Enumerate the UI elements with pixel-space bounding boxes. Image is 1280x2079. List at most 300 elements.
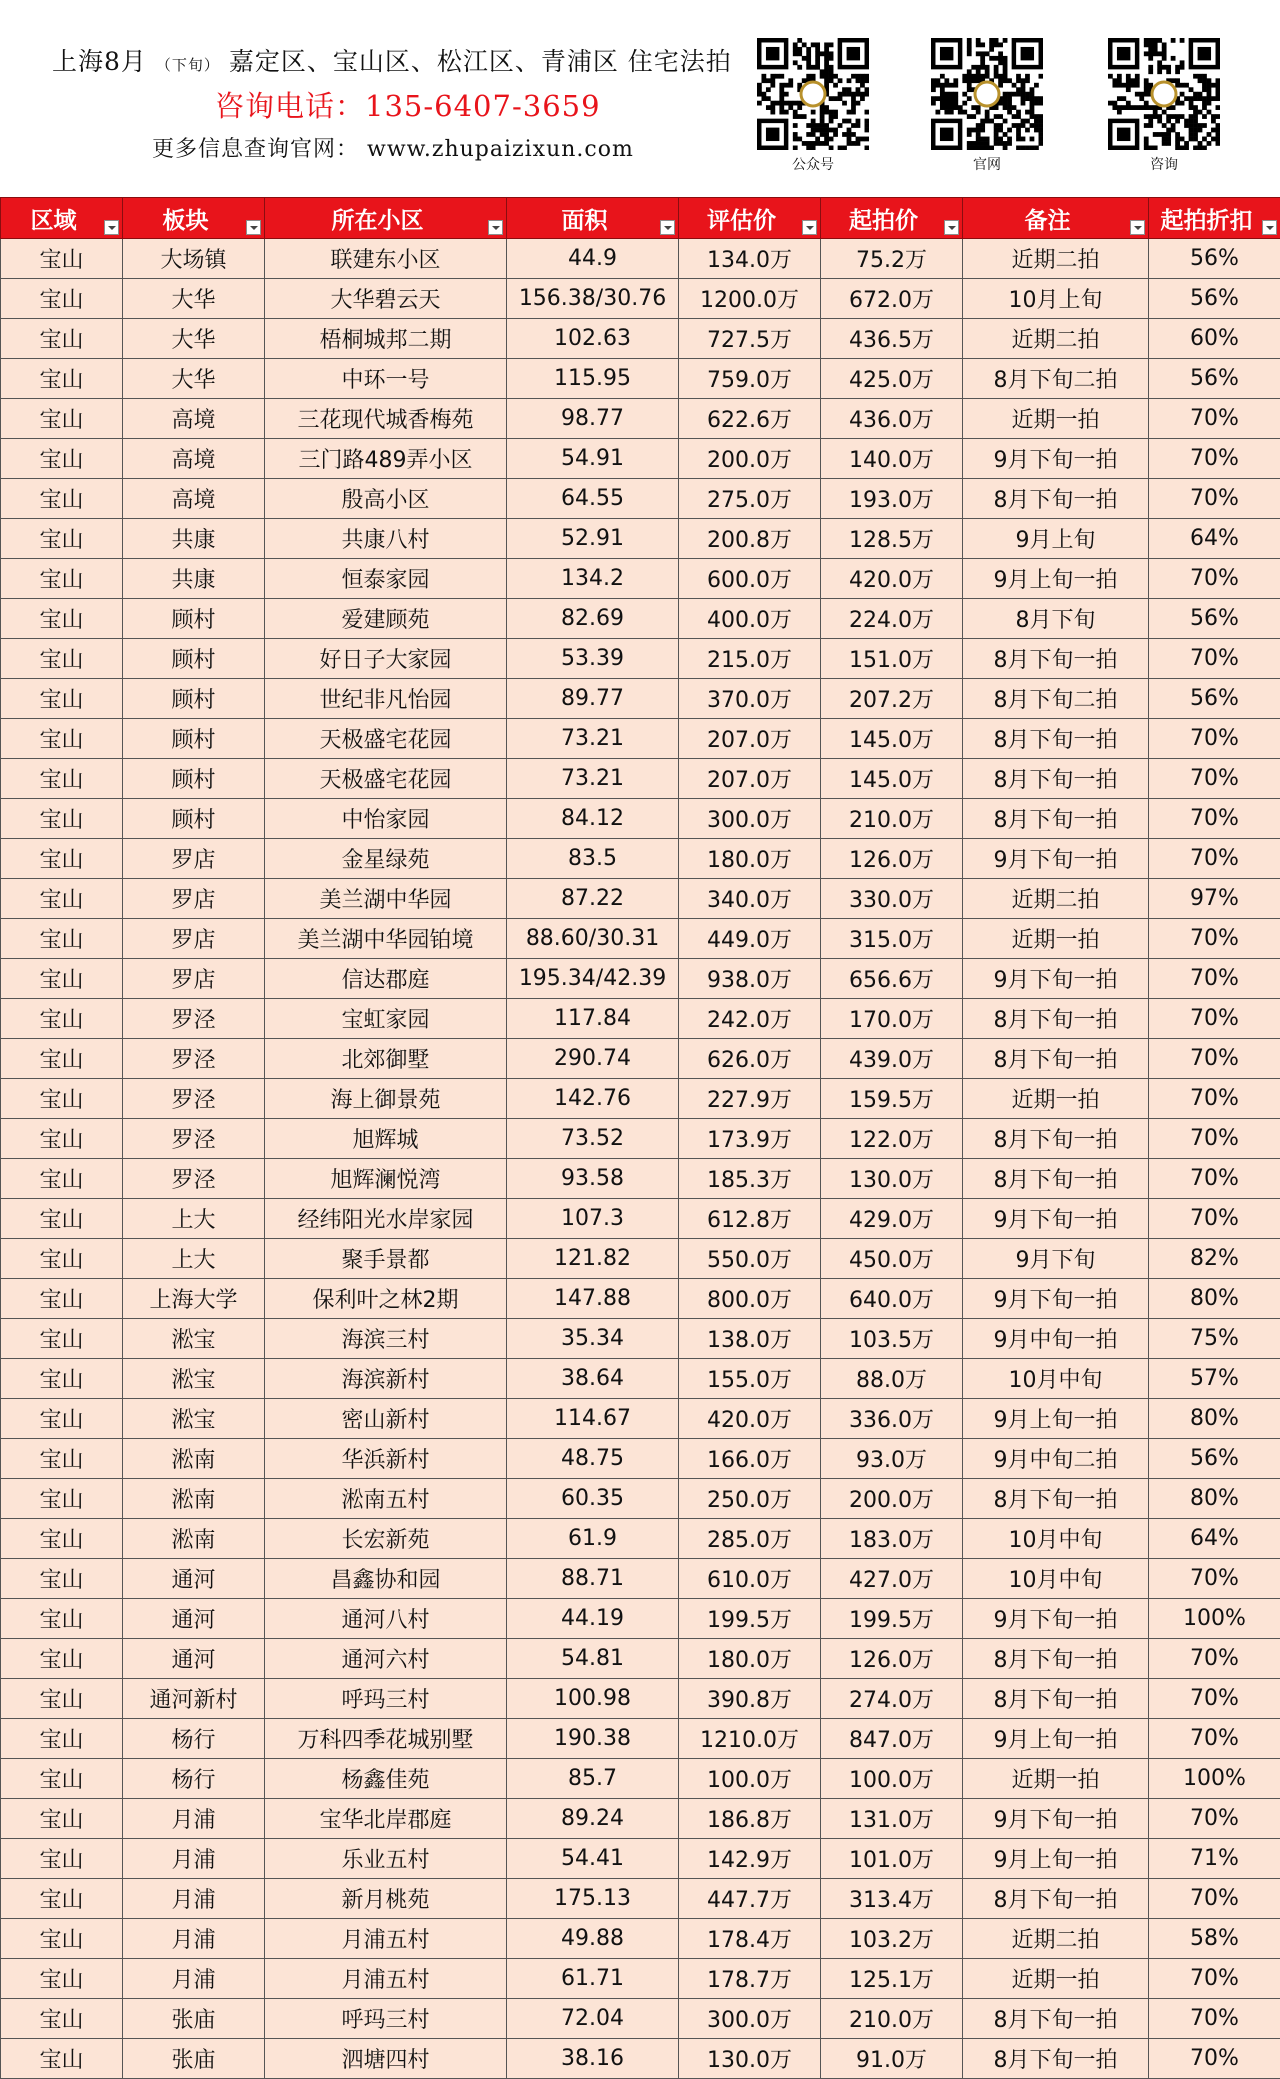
appraisal-cell: 610.0万 <box>679 1559 821 1599</box>
size-cell: 114.67 <box>507 1399 679 1439</box>
remark-cell: 近期二拍 <box>963 319 1149 359</box>
website-link[interactable]: 更多信息查询官网： www.zhupaizixun.com <box>152 132 634 163</box>
size-cell: 44.19 <box>507 1599 679 1639</box>
size-cell: 98.77 <box>507 399 679 439</box>
table-row[interactable] <box>1 599 1280 639</box>
size-cell: 290.74 <box>507 1039 679 1079</box>
area-cell: 月浦 <box>123 1879 265 1919</box>
start-price-cell: 330.0万 <box>821 879 963 919</box>
column-header-label: 起拍折扣 <box>1161 202 1269 235</box>
filter-dropdown-icon[interactable] <box>944 220 959 235</box>
district-cell: 宝山 <box>1 759 123 799</box>
start-price-cell: 207.2万 <box>821 679 963 719</box>
area-cell: 月浦 <box>123 1839 265 1879</box>
appraisal-cell: 215.0万 <box>679 639 821 679</box>
logo-icon <box>1152 82 1176 106</box>
filter-dropdown-icon[interactable] <box>246 220 261 235</box>
discount-cell: 64% <box>1149 1519 1280 1559</box>
area-cell: 大华 <box>123 359 265 399</box>
table-row[interactable] <box>1 919 1280 959</box>
district-cell: 宝山 <box>1 1319 123 1359</box>
community-cell: 乐业五村 <box>265 1839 507 1879</box>
district-cell: 宝山 <box>1 1639 123 1679</box>
district-cell: 宝山 <box>1 1359 123 1399</box>
table-row[interactable] <box>1 1399 1280 1439</box>
page-title <box>52 42 732 78</box>
discount-cell: 80% <box>1149 1279 1280 1319</box>
column-header <box>821 198 963 239</box>
start-price-cell: 193.0万 <box>821 479 963 519</box>
appraisal-cell: 242.0万 <box>679 999 821 1039</box>
discount-cell: 56% <box>1149 679 1280 719</box>
discount-cell: 70% <box>1149 799 1280 839</box>
table-row[interactable] <box>1 999 1280 1039</box>
area-cell: 顾村 <box>123 679 265 719</box>
appraisal-cell: 178.7万 <box>679 1959 821 1999</box>
district-cell: 宝山 <box>1 639 123 679</box>
discount-cell: 70% <box>1149 1159 1280 1199</box>
appraisal-cell: 626.0万 <box>679 1039 821 1079</box>
table-row[interactable] <box>1 1359 1280 1399</box>
qr-code-icon <box>1108 38 1220 150</box>
column-header-label: 所在小区 <box>332 202 440 235</box>
table-row[interactable] <box>1 1519 1280 1559</box>
appraisal-cell: 180.0万 <box>679 839 821 879</box>
district-cell: 宝山 <box>1 839 123 879</box>
start-price-cell: 126.0万 <box>821 839 963 879</box>
table-row[interactable] <box>1 1439 1280 1479</box>
appraisal-cell: 166.0万 <box>679 1439 821 1479</box>
start-price-cell: 126.0万 <box>821 1639 963 1679</box>
discount-cell: 70% <box>1149 559 1280 599</box>
start-price-cell: 847.0万 <box>821 1719 963 1759</box>
area-cell: 淞南 <box>123 1479 265 1519</box>
discount-cell: 70% <box>1149 399 1280 439</box>
district-cell: 宝山 <box>1 1799 123 1839</box>
remark-cell: 9月下旬一拍 <box>963 959 1149 999</box>
remark-cell: 9月下旬一拍 <box>963 439 1149 479</box>
area-cell: 罗泾 <box>123 1159 265 1199</box>
area-cell: 大华 <box>123 279 265 319</box>
table-row[interactable] <box>1 1879 1280 1919</box>
area-cell: 高境 <box>123 439 265 479</box>
discount-cell: 70% <box>1149 999 1280 1039</box>
appraisal-cell: 1200.0万 <box>679 279 821 319</box>
community-cell: 月浦五村 <box>265 1959 507 1999</box>
table-row[interactable] <box>1 1679 1280 1719</box>
appraisal-cell: 1210.0万 <box>679 1719 821 1759</box>
discount-cell: 70% <box>1149 839 1280 879</box>
district-cell: 宝山 <box>1 1239 123 1279</box>
area-cell: 顾村 <box>123 639 265 679</box>
area-cell: 淞南 <box>123 1439 265 1479</box>
area-cell: 通河新村 <box>123 1679 265 1719</box>
community-cell: 共康八村 <box>265 519 507 559</box>
table-row[interactable] <box>1 519 1280 559</box>
start-price-cell: 315.0万 <box>821 919 963 959</box>
start-price-cell: 183.0万 <box>821 1519 963 1559</box>
start-price-cell: 125.1万 <box>821 1959 963 1999</box>
start-price-cell: 420.0万 <box>821 559 963 599</box>
discount-cell: 56% <box>1149 1439 1280 1479</box>
size-cell: 156.38/30.76 <box>507 279 679 319</box>
appraisal-cell: 275.0万 <box>679 479 821 519</box>
column-header <box>963 198 1149 239</box>
district-cell: 宝山 <box>1 1159 123 1199</box>
table-row[interactable] <box>1 879 1280 919</box>
remark-cell: 8月下旬一拍 <box>963 1639 1149 1679</box>
table-row[interactable] <box>1 1159 1280 1199</box>
table-row[interactable] <box>1 1559 1280 1599</box>
district-cell: 宝山 <box>1 1919 123 1959</box>
area-cell: 杨行 <box>123 1719 265 1759</box>
district-cell: 宝山 <box>1 719 123 759</box>
table-row[interactable] <box>1 839 1280 879</box>
appraisal-cell: 178.4万 <box>679 1919 821 1959</box>
area-cell: 顾村 <box>123 719 265 759</box>
start-price-cell: 436.0万 <box>821 399 963 439</box>
remark-cell: 9月上旬一拍 <box>963 559 1149 599</box>
area-cell: 顾村 <box>123 759 265 799</box>
size-cell: 88.60/30.31 <box>507 919 679 959</box>
start-price-cell: 91.0万 <box>821 2039 963 2079</box>
header <box>0 0 1280 197</box>
size-cell: 48.75 <box>507 1439 679 1479</box>
appraisal-cell: 300.0万 <box>679 799 821 839</box>
start-price-cell: 75.2万 <box>821 239 963 279</box>
table-row[interactable] <box>1 1319 1280 1359</box>
area-cell: 罗泾 <box>123 1119 265 1159</box>
district-cell: 宝山 <box>1 1079 123 1119</box>
table-row[interactable] <box>1 1039 1280 1079</box>
district-cell: 宝山 <box>1 1519 123 1559</box>
district-cell: 宝山 <box>1 1279 123 1319</box>
table-row[interactable] <box>1 679 1280 719</box>
district-cell: 宝山 <box>1 1679 123 1719</box>
area-cell: 罗泾 <box>123 999 265 1039</box>
table-row[interactable] <box>1 1799 1280 1839</box>
appraisal-cell: 800.0万 <box>679 1279 821 1319</box>
community-cell: 中怡家园 <box>265 799 507 839</box>
table-row[interactable] <box>1 1479 1280 1519</box>
district-cell: 宝山 <box>1 1039 123 1079</box>
table-row[interactable] <box>1 239 1280 279</box>
community-cell: 杨鑫佳苑 <box>265 1759 507 1799</box>
discount-cell: 100% <box>1149 1759 1280 1799</box>
community-cell: 宝虹家园 <box>265 999 507 1039</box>
area-cell: 顾村 <box>123 599 265 639</box>
remark-cell: 近期一拍 <box>963 1959 1149 1999</box>
community-cell: 万科四季花城别墅 <box>265 1719 507 1759</box>
area-cell: 大场镇 <box>123 239 265 279</box>
start-price-cell: 88.0万 <box>821 1359 963 1399</box>
remark-cell: 8月下旬一拍 <box>963 639 1149 679</box>
area-cell: 罗泾 <box>123 1039 265 1079</box>
appraisal-cell: 142.9万 <box>679 1839 821 1879</box>
appraisal-cell: 134.0万 <box>679 239 821 279</box>
appraisal-cell: 207.0万 <box>679 719 821 759</box>
table-row[interactable] <box>1 1199 1280 1239</box>
appraisal-cell: 390.8万 <box>679 1679 821 1719</box>
district-cell: 宝山 <box>1 1199 123 1239</box>
community-cell: 保利叶之林2期 <box>265 1279 507 1319</box>
qr-consult[interactable] <box>1108 38 1220 174</box>
start-price-cell: 436.5万 <box>821 319 963 359</box>
community-cell: 长宏新苑 <box>265 1519 507 1559</box>
size-cell: 60.35 <box>507 1479 679 1519</box>
appraisal-cell: 207.0万 <box>679 759 821 799</box>
remark-cell: 8月下旬一拍 <box>963 999 1149 1039</box>
area-cell: 上大 <box>123 1239 265 1279</box>
discount-cell: 75% <box>1149 1319 1280 1359</box>
district-cell: 宝山 <box>1 359 123 399</box>
filter-dropdown-icon[interactable] <box>488 220 503 235</box>
appraisal-cell: 622.6万 <box>679 399 821 439</box>
community-cell: 美兰湖中华园铂境 <box>265 919 507 959</box>
remark-cell: 近期二拍 <box>963 1919 1149 1959</box>
community-cell: 好日子大家园 <box>265 639 507 679</box>
size-cell: 89.24 <box>507 1799 679 1839</box>
title-districts: 嘉定区、宝山区、松江区、青浦区 住宅法拍 <box>229 47 732 76</box>
table-row[interactable] <box>1 959 1280 999</box>
table-body <box>1 239 1280 2079</box>
remark-cell: 9月上旬一拍 <box>963 1399 1149 1439</box>
table-row[interactable] <box>1 1639 1280 1679</box>
table-row[interactable] <box>1 1839 1280 1879</box>
start-price-cell: 103.2万 <box>821 1919 963 1959</box>
appraisal-cell: 600.0万 <box>679 559 821 599</box>
filter-dropdown-icon[interactable] <box>660 220 675 235</box>
community-cell: 通河六村 <box>265 1639 507 1679</box>
start-price-cell: 313.4万 <box>821 1879 963 1919</box>
area-cell: 高境 <box>123 479 265 519</box>
area-cell: 张庙 <box>123 1999 265 2039</box>
discount-cell: 80% <box>1149 1399 1280 1439</box>
remark-cell: 近期一拍 <box>963 1759 1149 1799</box>
appraisal-cell: 100.0万 <box>679 1759 821 1799</box>
table-row[interactable] <box>1 1279 1280 1319</box>
community-cell: 海上御景苑 <box>265 1079 507 1119</box>
appraisal-cell: 550.0万 <box>679 1239 821 1279</box>
district-cell: 宝山 <box>1 559 123 599</box>
district-cell: 宝山 <box>1 919 123 959</box>
table-row[interactable] <box>1 639 1280 679</box>
size-cell: 44.9 <box>507 239 679 279</box>
discount-cell: 70% <box>1149 1639 1280 1679</box>
size-cell: 102.63 <box>507 319 679 359</box>
community-cell: 新月桃苑 <box>265 1879 507 1919</box>
appraisal-cell: 285.0万 <box>679 1519 821 1559</box>
start-price-cell: 159.5万 <box>821 1079 963 1119</box>
area-cell: 罗店 <box>123 959 265 999</box>
start-price-cell: 145.0万 <box>821 759 963 799</box>
community-cell: 昌鑫协和园 <box>265 1559 507 1599</box>
area-cell: 淞宝 <box>123 1359 265 1399</box>
community-cell: 淞南五村 <box>265 1479 507 1519</box>
district-cell: 宝山 <box>1 1119 123 1159</box>
community-cell: 三门路489弄小区 <box>265 439 507 479</box>
qr-caption: 咨询 <box>1108 154 1220 174</box>
logo-icon <box>975 82 999 106</box>
start-price-cell: 640.0万 <box>821 1279 963 1319</box>
size-cell: 53.39 <box>507 639 679 679</box>
remark-cell: 近期一拍 <box>963 919 1149 959</box>
table-row[interactable] <box>1 1079 1280 1119</box>
appraisal-cell: 180.0万 <box>679 1639 821 1679</box>
community-cell: 金星绿苑 <box>265 839 507 879</box>
discount-cell: 70% <box>1149 759 1280 799</box>
start-price-cell: 200.0万 <box>821 1479 963 1519</box>
column-header <box>507 198 679 239</box>
discount-cell: 70% <box>1149 959 1280 999</box>
area-cell: 罗店 <box>123 919 265 959</box>
remark-cell: 8月下旬二拍 <box>963 359 1149 399</box>
remark-cell: 10月中旬 <box>963 1519 1149 1559</box>
district-cell: 宝山 <box>1 1999 123 2039</box>
discount-cell: 56% <box>1149 279 1280 319</box>
table-row[interactable] <box>1 1759 1280 1799</box>
table-row[interactable] <box>1 1239 1280 1279</box>
appraisal-cell: 938.0万 <box>679 959 821 999</box>
table-row[interactable] <box>1 1119 1280 1159</box>
table-row[interactable] <box>1 359 1280 399</box>
community-cell: 中环一号 <box>265 359 507 399</box>
start-price-cell: 122.0万 <box>821 1119 963 1159</box>
qr-caption: 官网 <box>931 154 1043 174</box>
table-row[interactable] <box>1 319 1280 359</box>
filter-dropdown-icon[interactable] <box>1130 220 1145 235</box>
table-row[interactable] <box>1 559 1280 599</box>
start-price-cell: 170.0万 <box>821 999 963 1039</box>
filter-dropdown-icon[interactable] <box>802 220 817 235</box>
remark-cell: 8月下旬一拍 <box>963 1999 1149 2039</box>
remark-cell: 9月中旬一拍 <box>963 1319 1149 1359</box>
table-row[interactable] <box>1 479 1280 519</box>
area-cell: 淞宝 <box>123 1399 265 1439</box>
column-header-label: 备注 <box>1025 202 1087 235</box>
area-cell: 通河 <box>123 1559 265 1599</box>
remark-cell: 9月上旬 <box>963 519 1149 559</box>
remark-cell: 8月下旬一拍 <box>963 719 1149 759</box>
community-cell: 大华碧云天 <box>265 279 507 319</box>
remark-cell: 10月上旬 <box>963 279 1149 319</box>
remark-cell: 8月下旬一拍 <box>963 1039 1149 1079</box>
column-header <box>679 198 821 239</box>
remark-cell: 9月下旬一拍 <box>963 1279 1149 1319</box>
area-cell: 高境 <box>123 399 265 439</box>
community-cell: 海滨三村 <box>265 1319 507 1359</box>
community-cell: 呼玛三村 <box>265 1679 507 1719</box>
phone-number: 咨询电话：135-6407-3659 <box>215 84 601 125</box>
size-cell: 100.98 <box>507 1679 679 1719</box>
community-cell: 通河八村 <box>265 1599 507 1639</box>
start-price-cell: 131.0万 <box>821 1799 963 1839</box>
remark-cell: 近期一拍 <box>963 399 1149 439</box>
remark-cell: 8月下旬 <box>963 599 1149 639</box>
community-cell: 经纬阳光水岸家园 <box>265 1199 507 1239</box>
filter-dropdown-icon[interactable] <box>104 220 119 235</box>
table-row[interactable] <box>1 439 1280 479</box>
size-cell: 85.7 <box>507 1759 679 1799</box>
appraisal-cell: 130.0万 <box>679 2039 821 2079</box>
table-row[interactable] <box>1 1919 1280 1959</box>
table-row[interactable] <box>1 279 1280 319</box>
table-row[interactable] <box>1 1999 1280 2039</box>
discount-cell: 70% <box>1149 479 1280 519</box>
size-cell: 84.12 <box>507 799 679 839</box>
start-price-cell: 429.0万 <box>821 1199 963 1239</box>
community-cell: 天极盛宅花园 <box>265 719 507 759</box>
appraisal-cell: 173.9万 <box>679 1119 821 1159</box>
community-cell: 泗塘四村 <box>265 2039 507 2079</box>
table-row[interactable] <box>1 1599 1280 1639</box>
table-row[interactable] <box>1 1959 1280 1999</box>
start-price-cell: 336.0万 <box>821 1399 963 1439</box>
district-cell: 宝山 <box>1 1479 123 1519</box>
appraisal-cell: 300.0万 <box>679 1999 821 2039</box>
discount-cell: 70% <box>1149 919 1280 959</box>
community-cell: 聚手景都 <box>265 1239 507 1279</box>
column-header-label: 板块 <box>163 202 225 235</box>
district-cell: 宝山 <box>1 319 123 359</box>
discount-cell: 100% <box>1149 1599 1280 1639</box>
size-cell: 73.21 <box>507 719 679 759</box>
table-row[interactable] <box>1 1719 1280 1759</box>
table-row[interactable] <box>1 799 1280 839</box>
appraisal-cell: 227.9万 <box>679 1079 821 1119</box>
community-cell: 华浜新村 <box>265 1439 507 1479</box>
start-price-cell: 140.0万 <box>821 439 963 479</box>
community-cell: 呼玛三村 <box>265 1999 507 2039</box>
district-cell: 宝山 <box>1 519 123 559</box>
start-price-cell: 151.0万 <box>821 639 963 679</box>
start-price-cell: 210.0万 <box>821 1999 963 2039</box>
discount-cell: 70% <box>1149 1679 1280 1719</box>
table-row[interactable] <box>1 399 1280 439</box>
district-cell: 宝山 <box>1 959 123 999</box>
size-cell: 121.82 <box>507 1239 679 1279</box>
discount-cell: 56% <box>1149 359 1280 399</box>
community-cell: 殷高小区 <box>265 479 507 519</box>
remark-cell: 9月上旬一拍 <box>963 1839 1149 1879</box>
size-cell: 134.2 <box>507 559 679 599</box>
table-header-row <box>1 198 1280 239</box>
qr-official-account[interactable] <box>757 38 869 174</box>
column-header-label: 评估价 <box>707 202 792 235</box>
community-cell: 爱建顾苑 <box>265 599 507 639</box>
table-row[interactable] <box>1 759 1280 799</box>
discount-cell: 70% <box>1149 1039 1280 1079</box>
discount-cell: 70% <box>1149 2039 1280 2079</box>
district-cell: 宝山 <box>1 999 123 1039</box>
remark-cell: 近期二拍 <box>963 879 1149 919</box>
discount-cell: 70% <box>1149 639 1280 679</box>
table-row[interactable] <box>1 2039 1280 2079</box>
auction-table <box>0 197 1280 2079</box>
table-row[interactable] <box>1 719 1280 759</box>
area-cell: 上大 <box>123 1199 265 1239</box>
qr-website[interactable] <box>931 38 1043 174</box>
district-cell: 宝山 <box>1 399 123 439</box>
discount-cell: 56% <box>1149 599 1280 639</box>
remark-cell: 8月下旬一拍 <box>963 1479 1149 1519</box>
discount-cell: 82% <box>1149 1239 1280 1279</box>
size-cell: 142.76 <box>507 1079 679 1119</box>
filter-dropdown-icon[interactable] <box>1262 220 1277 235</box>
size-cell: 38.64 <box>507 1359 679 1399</box>
discount-cell: 70% <box>1149 1199 1280 1239</box>
area-cell: 上海大学 <box>123 1279 265 1319</box>
